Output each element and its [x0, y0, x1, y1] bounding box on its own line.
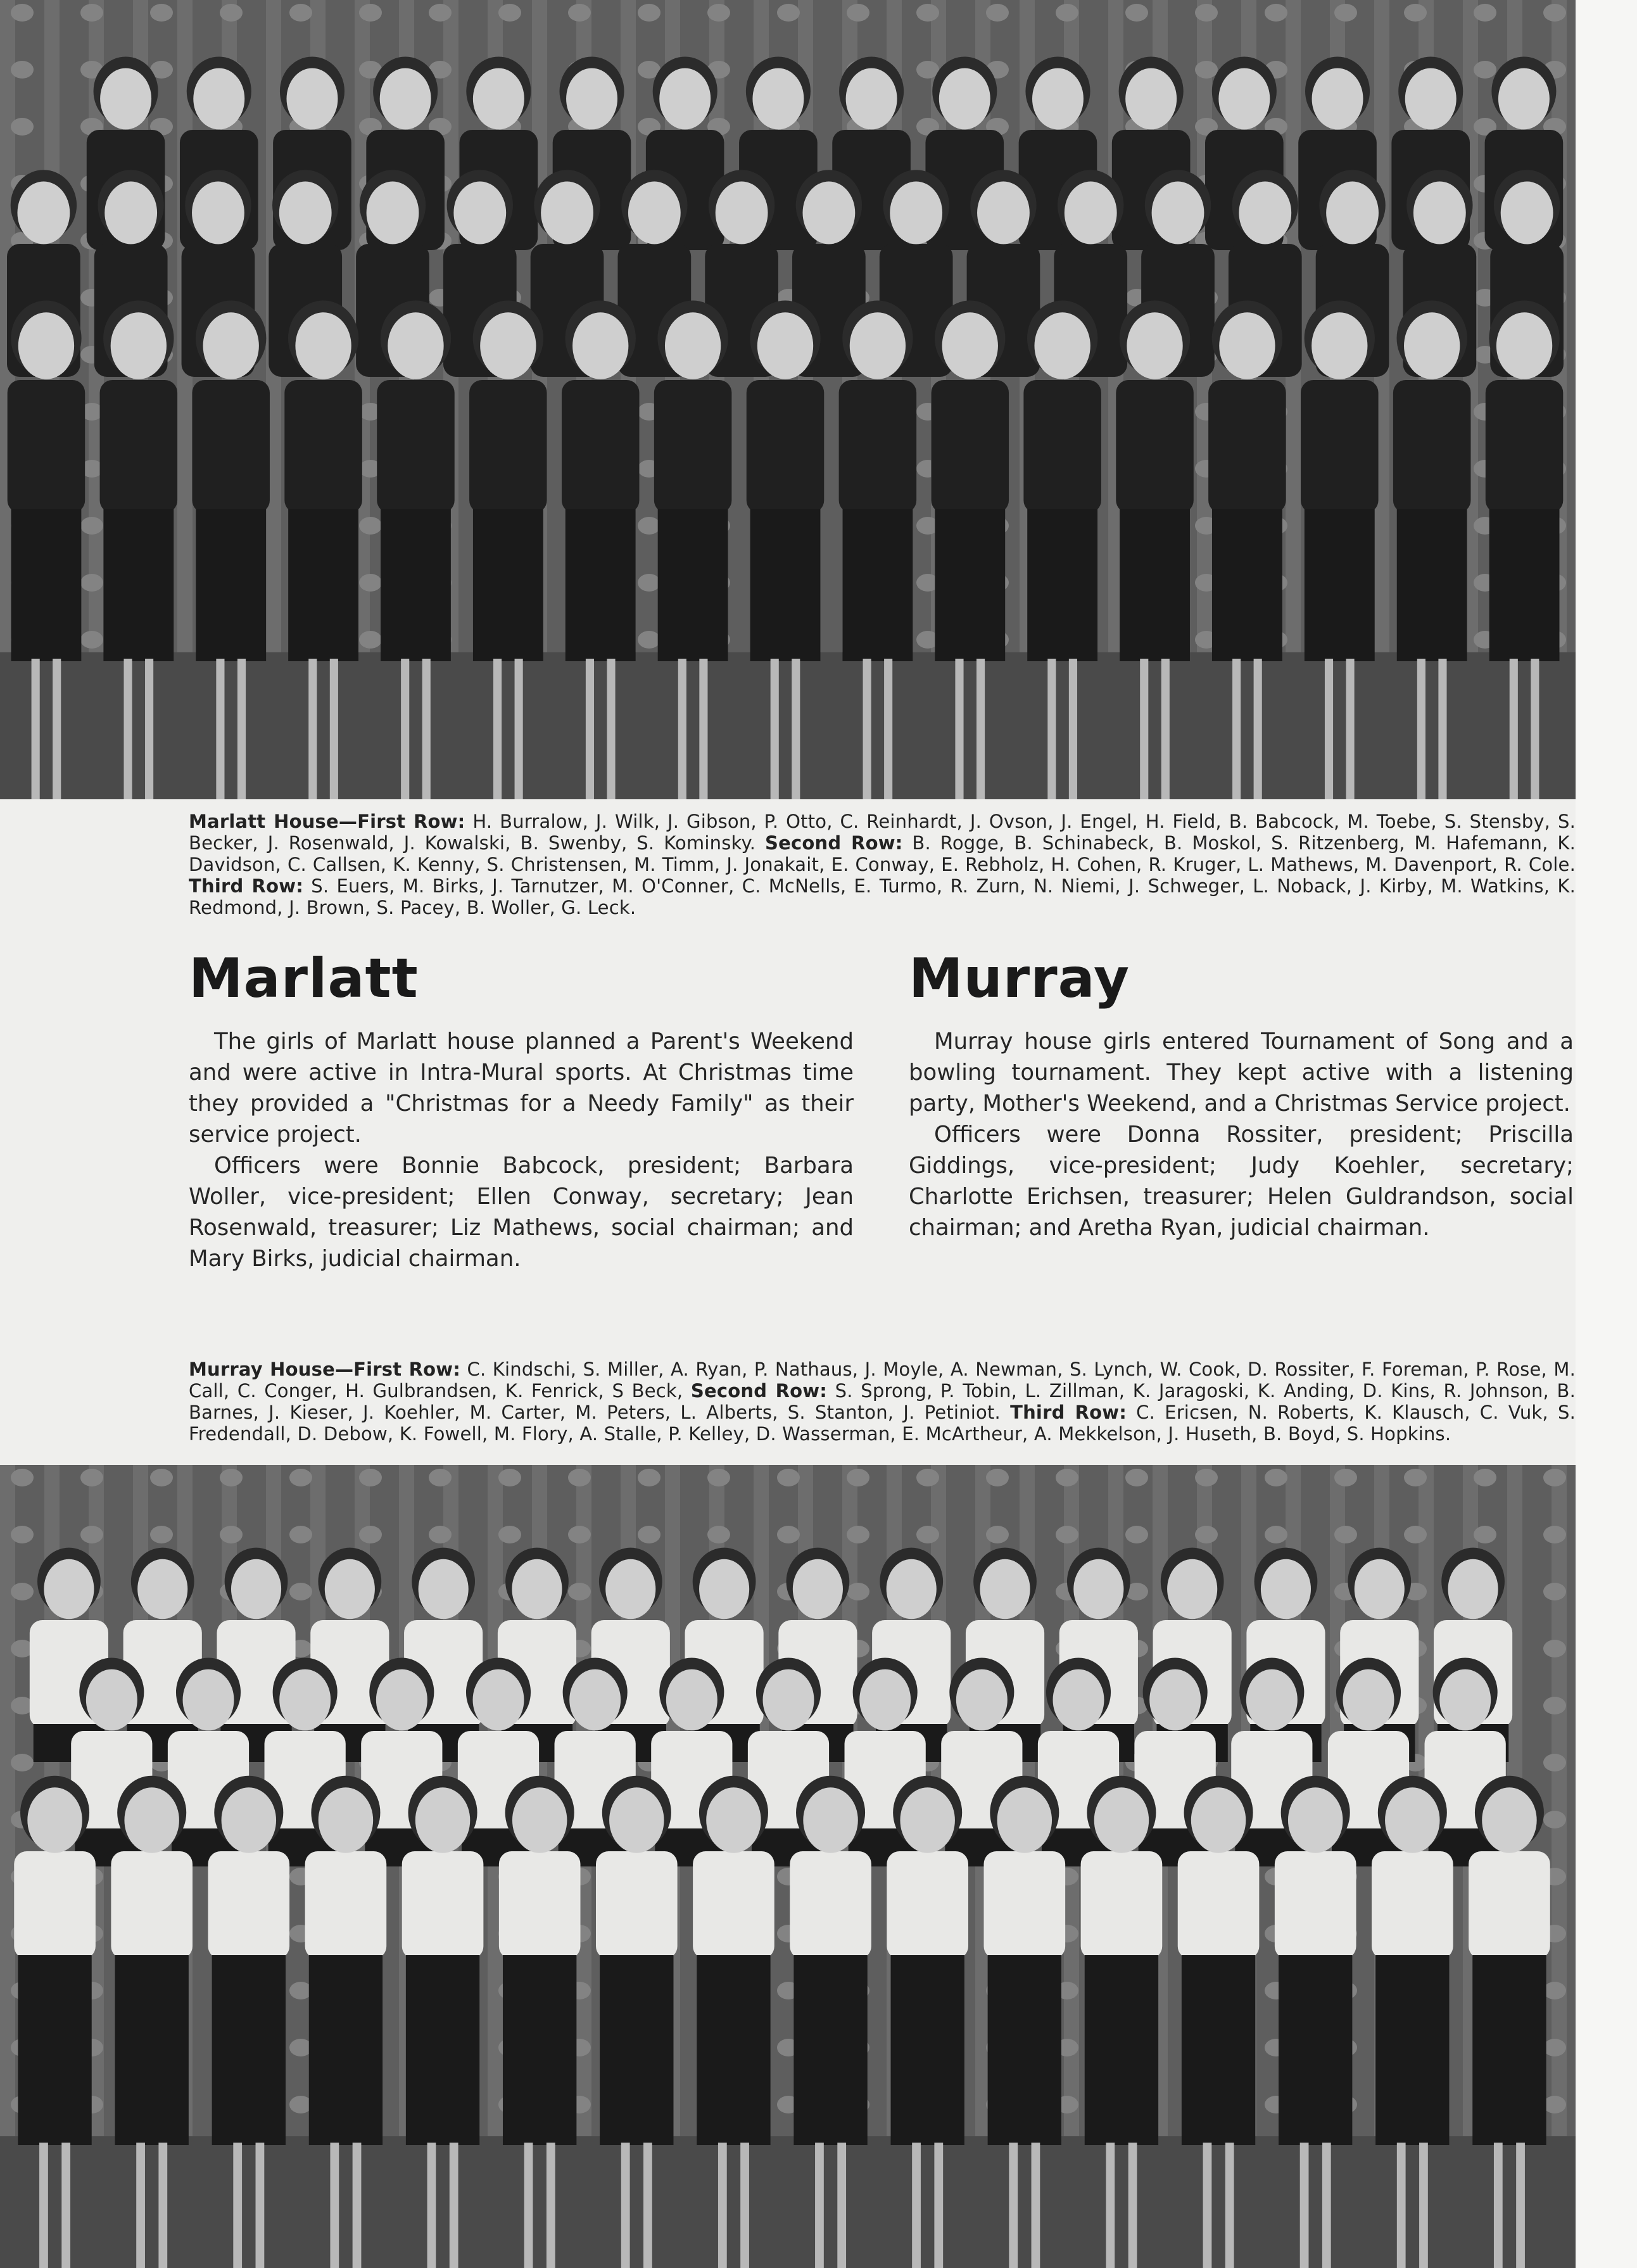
- marlatt-photo-caption: [189, 811, 1576, 918]
- marlatt-caption-first-row-heading: First Row:: [357, 811, 465, 832]
- murray-photo-caption: [189, 1359, 1576, 1445]
- person: [404, 1548, 483, 1762]
- person: [217, 1548, 295, 1762]
- marlatt-photo-illustration: [0, 0, 1576, 799]
- murray-caption-second-row-names: S. Sprong, P. Tobin, L. Zillman, K. Jaragoski, K. Anding, D. Kins, R. Johnson, B. Barnes, J. Kieser, J. Koehler, M. Carter, M. Peters, L. Alberts, S. Stanton, J. Petiniot.: [189, 1380, 1576, 1423]
- floor: [0, 652, 1576, 799]
- person: [1340, 1548, 1419, 1762]
- marlatt-paragraph-2: Officers were Bonnie Babcock, president; Barbara Woller, vice-president; Ellen Conway, secretary; Jean Rosenwald, treasurer; Liz Mathews, social chairman; and Mary Birks, judicial chairman.: [189, 1153, 854, 1272]
- murray-article: [909, 1026, 1574, 1243]
- murray-group-photo: [0, 1465, 1576, 2268]
- murray-caption-second-row-heading: Second Row:: [690, 1380, 828, 1402]
- murray-photo-illustration: [0, 1465, 1576, 2268]
- marlatt-article: [189, 1026, 854, 1274]
- page-margin: [1576, 0, 1637, 2268]
- person: [310, 1548, 389, 1762]
- murray-paragraph-1: Murray house girls entered Tournament of Song and a bowling tournament. They kept active with a listening party, Mother's Weekend, and a Christmas Service project.: [909, 1029, 1574, 1117]
- murray-caption-third-row-names: C. Ericsen, N. Roberts, K. Klausch, C. Vuk, S. Fredendall, D. Debow, K. Fowell, M. Flory, A. Stalle, P. Kelley, D. Wasserman, E. McArtheur, A. Mekkelson, J. Huseth, B. Boyd, S. Hopkins.: [189, 1402, 1576, 1445]
- marlatt-caption-first-row-names: H. Burralow, J. Wilk, J. Gibson, P. Otto, C. Reinhardt, J. Ovson, J. Engel, H. Field, B. Babcock, M. Toebe, S. Stensby, S. Becker, J. Rosenwald, J. Kowalski, B. Swenby, S. Kominsky.: [189, 811, 1576, 854]
- person: [1153, 1548, 1232, 1762]
- marlatt-caption-second-row-heading: Second Row:: [765, 832, 903, 854]
- murray-heading: Murray: [909, 947, 1130, 1010]
- person: [123, 1548, 202, 1762]
- murray-caption-first-row-heading: First Row:: [353, 1359, 461, 1380]
- marlatt-paragraph-1: The girls of Marlatt house planned a Parent's Weekend and were active in Intra-Mural sports. At Christmas time they provided a "Christmas for a Needy Family" as their service project.: [189, 1029, 854, 1148]
- murray-caption-label: Murray House—: [189, 1359, 354, 1380]
- person: [498, 1548, 576, 1762]
- marlatt-group-photo: [0, 0, 1576, 799]
- marlatt-heading: Marlatt: [189, 947, 419, 1010]
- person: [1059, 1548, 1138, 1762]
- person: [591, 1548, 670, 1762]
- person: [1246, 1548, 1325, 1762]
- person: [1434, 1548, 1512, 1762]
- person: [30, 1548, 108, 1762]
- marlatt-caption-third-row-names: S. Euers, M. Birks, J. Tarnutzer, M. O'Conner, C. McNells, E. Turmo, R. Zurn, N. Niemi, J. Schweger, L. Noback, J. Kirby, M. Watkins, K. Redmond, J. Brown, S. Pacey, B. Woller, G. Leck.: [189, 875, 1576, 918]
- marlatt-caption-second-row-names: B. Rogge, B. Schinabeck, B. Moskol, S. Ritzenberg, M. Hafemann, K. Davidson, C. Callsen, K. Kenny, S. Christensen, M. Timm, J. Jonakait, E. Conway, E. Rebholz, H. Cohen, R. Kruger, L. Mathews, M. Davenport, R. Cole.: [189, 832, 1576, 875]
- marlatt-caption-third-row-heading: Third Row:: [189, 875, 303, 897]
- murray-caption-first-row-names: C. Kindschi, S. Miller, A. Ryan, P. Nathaus, J. Moyle, A. Newman, S. Lynch, W. Cook, D. Rossiter, F. Foreman, P. Rose, M. Call, C. Conger, H. Gulbrandsen, K. Fenrick, S Beck,: [189, 1359, 1576, 1402]
- murray-caption-third-row-heading: Third Row:: [1010, 1402, 1127, 1423]
- marlatt-caption-label: Marlatt House—: [189, 811, 358, 832]
- murray-paragraph-2: Officers were Donna Rossiter, president; Priscilla Giddings, vice-president; Judy Koehler, secretary; Charlotte Erichsen, treasurer; Helen Guldrandson, social chairman; and Aretha Ryan, judicial chairman.: [909, 1122, 1574, 1241]
